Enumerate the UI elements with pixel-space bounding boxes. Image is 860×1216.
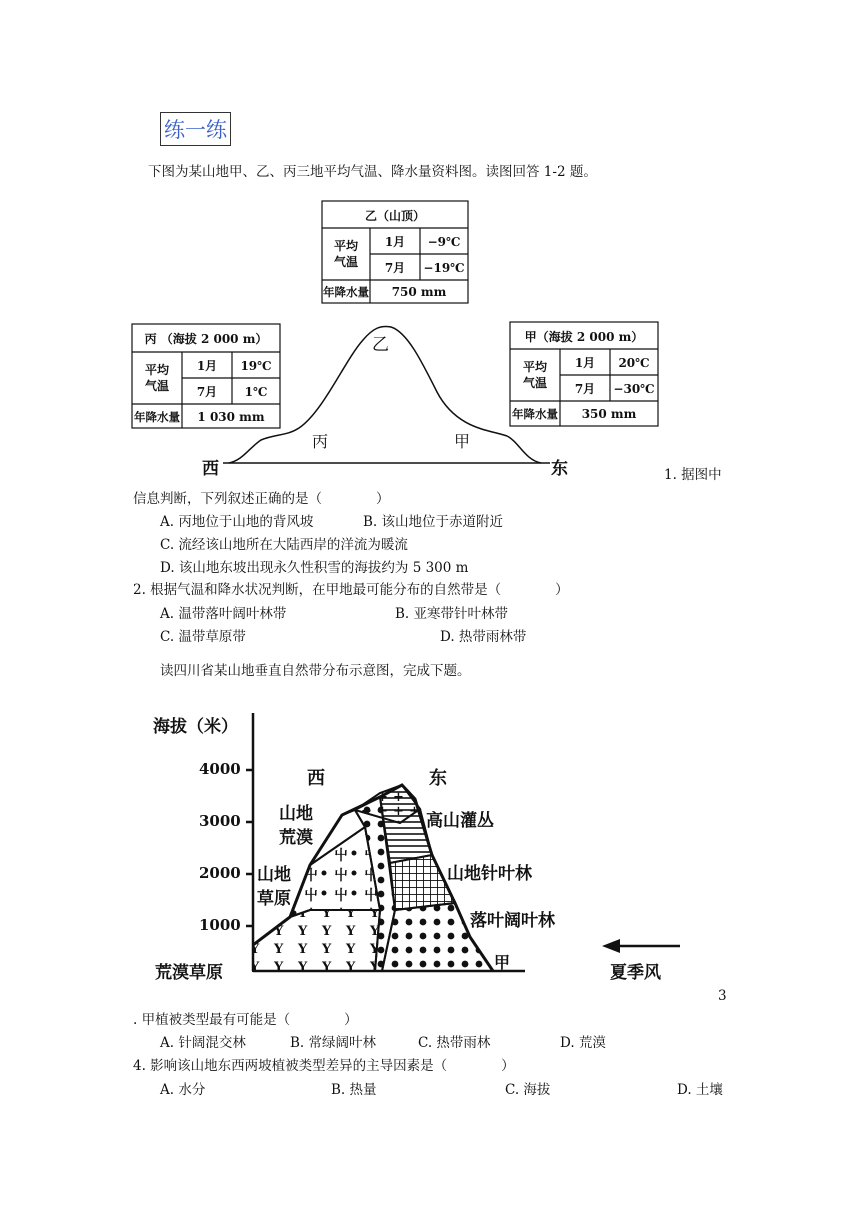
table-bing-cell: 7月 [196, 385, 218, 399]
question-3-option-b: B. 常绿阔叶林 [290, 1035, 377, 1051]
label-jia: 甲 [494, 953, 511, 972]
question-3-option-a: A. 针阔混交林 [160, 1035, 246, 1051]
table-yi-cell: 7月 [384, 261, 406, 275]
question-1-number: 1. 据图中 [664, 467, 722, 483]
table-yi-cell: −9℃ [427, 235, 461, 249]
table-bing-cell: 1℃ [244, 385, 268, 399]
question-1-option-b: B. 该山地位于赤道附近 [363, 514, 504, 530]
intro-text-1: 下图为某山地甲、乙、丙三地平均气温、降水量资料图。读图回答 1-2 题。 [148, 164, 597, 180]
question-2-stem: 2. 根据气温和降水状况判断，在甲地最可能分布的自然带是（ ） [133, 582, 569, 598]
label-mountain-steppe-1: 山地 [257, 865, 291, 885]
table-yi-cell: −19℃ [423, 261, 465, 275]
label-mountain-desert-1: 山地 [279, 804, 313, 824]
figure-vertical-zones [150, 705, 730, 985]
table-jia-label: 气温 [522, 376, 548, 390]
peak-label-yi: 乙 [372, 335, 389, 355]
table-bing-label: 年降水量 [134, 410, 180, 424]
table-bing-cell: 19℃ [240, 359, 272, 373]
table-yi-title: 乙（山顶） [364, 209, 426, 223]
question-3-number: 3 [718, 988, 727, 1004]
label-mountain-desert-2: 荒漠 [279, 828, 313, 848]
table-jia-label: 年降水量 [512, 407, 558, 421]
question-3-stem: . 甲植被类型最有可能是（ ） [133, 1012, 358, 1028]
question-2-option-a: A. 温带落叶阔叶林带 [160, 606, 287, 622]
table-bing-label: 平均 [144, 363, 170, 377]
table-jia-cell: 7月 [574, 382, 596, 396]
direction-east: 东 [551, 459, 568, 479]
question-3-option-c: C. 热带雨林 [418, 1035, 491, 1051]
question-4-option-a: A. 水分 [160, 1082, 206, 1098]
question-4-option-c: C. 海拔 [505, 1082, 551, 1098]
question-1-option-c: C. 流经该山地所在大陆西岸的洋流为暖流 [160, 537, 408, 553]
y-tick-1000: 1000 [199, 916, 241, 934]
mountain-profile [195, 310, 585, 480]
question-2-option-d: D. 热带雨林带 [440, 629, 527, 645]
table-yi-label: 气温 [333, 255, 359, 269]
label-east: 东 [429, 768, 447, 789]
question-1-option-d: D. 该山地东坡出现永久性积雪的海拔约为 5 300 m [160, 560, 469, 576]
label-alpine-shrub: 高山灌丛 [426, 811, 494, 831]
table-bing-cell: 1月 [196, 359, 218, 373]
question-1-option-a: A. 丙地位于山地的背风坡 [160, 514, 314, 530]
table-jia-title: 甲（海拔 2 000 m） [524, 330, 644, 344]
slope-label-jia: 甲 [454, 432, 471, 451]
question-4-option-d: D. 土壤 [677, 1082, 723, 1098]
question-4-option-b: B. 热量 [331, 1082, 377, 1098]
table-jia-cell: −30℃ [613, 382, 655, 396]
label-mountain-conifer: 山地针叶林 [447, 864, 532, 884]
section-heading: 练一练 [160, 112, 231, 146]
question-1-stem: 信息判断，下列叙述正确的是（ ） [133, 491, 390, 507]
y-axis-label: 海拔（米） [153, 717, 238, 737]
label-deciduous-forest: 落叶阔叶林 [470, 911, 555, 931]
label-summer-monsoon: 夏季风 [610, 963, 661, 983]
table-jia-cell: 1月 [574, 356, 596, 370]
table-jia-label: 平均 [522, 360, 548, 374]
y-tick-3000: 3000 [199, 812, 241, 830]
question-2-option-c: C. 温带草原带 [160, 629, 246, 645]
question-3-option-d: D. 荒漠 [560, 1035, 606, 1051]
table-yi-cell: 1月 [384, 235, 406, 249]
label-mountain-steppe-2: 草原 [257, 889, 291, 909]
table-yi-label: 平均 [333, 239, 359, 253]
table-jia-cell: 350 mm [581, 407, 637, 421]
summer-monsoon-arrow [602, 939, 680, 953]
table-jia-cell: 20℃ [618, 356, 650, 370]
intro-text-2: 读四川省某山地垂直自然带分布示意图，完成下题。 [160, 663, 471, 679]
table-yi-label: 年降水量 [323, 285, 369, 299]
label-desert-steppe: 荒漠草原 [155, 963, 223, 983]
table-bing-cell: 1 030 mm [197, 410, 265, 424]
direction-west: 西 [202, 459, 219, 479]
question-2-option-b: B. 亚寒带针叶林带 [395, 606, 509, 622]
label-west: 西 [307, 768, 325, 789]
slope-label-bing: 丙 [312, 432, 329, 451]
table-bing-label: 气温 [144, 379, 170, 393]
y-tick-2000: 2000 [199, 864, 241, 882]
y-tick-4000: 4000 [199, 760, 241, 778]
table-bing-title: 丙 （海拔 2 000 m） [144, 332, 268, 346]
table-yi-cell: 750 mm [391, 285, 447, 299]
question-4-stem: 4. 影响该山地东西两坡植被类型差异的主导因素是（ ） [133, 1058, 515, 1074]
